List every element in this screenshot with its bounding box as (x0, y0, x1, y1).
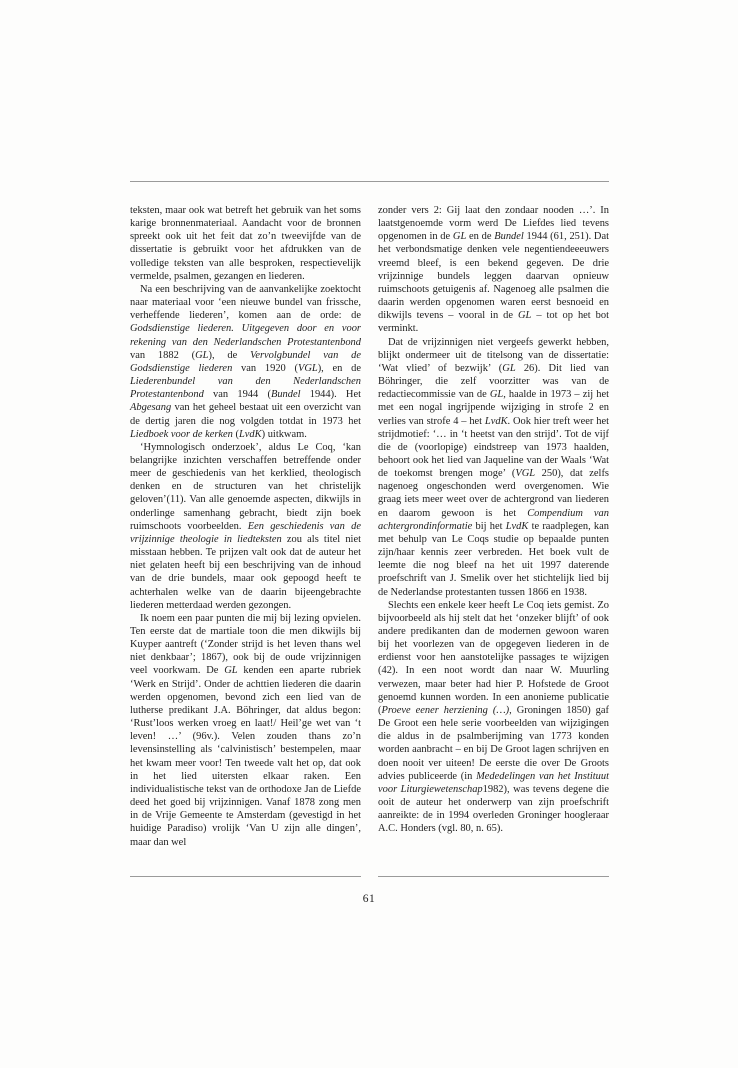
header-rule (130, 181, 609, 182)
page-number: 61 (362, 893, 376, 905)
footer-rule-right (378, 876, 609, 877)
text: , Groningen 1850) gaf De Groot een hele serie voorbeelden van wijzigingen die aldus in de psalmberijming van 1773 konden worden aanbracht – en bij De Groot lagen schrijven en doen nooit ver uiteen! De eerste die over De Groots advies publiceerde (in (378, 704, 609, 782)
text: 1944 (61, 251). Dat het verbondsmatige denken vele negentiendeeeuwers vreemd bleef, is een bekend gegeven. De drie vrijzinnige bundels leggen daarvan opnieuw ruimschoots getuigenis af. Nagenoeg alle psalmen die daarin werden opgenomen waren eerst besnoeid en dikwijls tevens – vooral in de (378, 231, 609, 322)
italic-text: Bundel (270, 389, 301, 401)
italic-text: LvdK (505, 520, 529, 532)
italic-text: Vervolgbundel van de Godsdienstige liederen (130, 349, 362, 374)
text: Ik noem een paar punten die mij bij lezing opvielen. Ten eerste dat de martiale toon die men dikwijls bij Kuyper aantreft (‘Zonder strijd is het leven thans wel niet denkbaar’; 1867), ook bij de oude vrijzinnigen veel voorkwam. De (130, 612, 361, 677)
italic-text: Godsdienstige liederen. Uitgegeven door en voor rekening van den Nederlandschen Protestantenbond (130, 323, 361, 348)
footer-rule-left (130, 876, 361, 877)
italic-text: GL (489, 389, 504, 401)
italic-text: GL (518, 310, 532, 322)
text: zou als titel niet misstaan hebben. Te prijzen valt ook dat de auteur het niet gelaten heeft bij een beschrijving van de inhoud van de drie bundels, maar ook gepoogd heeft te achterhalen welke van de daarin bijeengebrachte liederen metterdaad werden gezongen. (130, 533, 361, 611)
text: te raadplegen, kan met behulp van Le Coqs studie op bepaalde punten zijn/haar kennis zeer verbreden. Het boek vult de leemte die nog bleef na het uit 1997 daterende proefschrift van J. Smelik over het stichtelijk lied bij de Nederlandse protestanten tussen 1866 en 1938. (378, 520, 609, 598)
text: teksten, maar ook wat betreft het gebruik van het soms karige bronnenmateriaal. Aandacht voor de bronnen spreekt ook uit het feit dat zo’n tweevijfde van de dissertatie is gebruikt voor het afdrukken van de volledige teksten van alle besproken, respectievelijk vermelde, psalmen, gezangen en liederen. (130, 205, 361, 282)
text: 26). Dit lied van Böhringer, die zelf voorzitter was van de redactiecommissie van de (378, 362, 609, 401)
text: Dat de vrijzinnigen niet vergeefs gewerkt hebben, blijkt ondermeer uit de titelsong van de dissertatie: ‘Wat vlied’ of bezwijk’ ( (378, 336, 609, 374)
text: ‘Hymnologisch onderzoek’, aldus Le Coq, ‘kan belangrijke inzichten verschaffen betreffende onder meer de geschiedenis van het kerklied, theologisch denken en de structuren van het christelijk geloven’(11). Van alle genoemde aspecten, dikwijls in onderlinge samenhang gebracht, biedt zijn boek ruimschoots voorbeelden. (130, 441, 361, 532)
italic-text: GL (502, 362, 516, 374)
text: zonder vers 2: Gij laat den zondaar nooden …’. In laatstgenoemde vorm werd De Liefdes lied tevens opgenomen in de (378, 205, 609, 243)
text: en de (466, 231, 495, 243)
text: , haalde in 1973 – zij het met een nogal ingrijpende wijziging in strofe 2 en verlies van strofe 4 – het (378, 389, 610, 427)
text: ) uitkwam. (261, 428, 307, 440)
italic-text: Abgesang (130, 402, 172, 414)
italic-text: Liederenbundel van den Nederlandschen Protestantenbond (130, 376, 361, 401)
text: kenden een aparte rubriek ‘Werk en Strijd’. Onder de achttien liederen die daarin werden opgenomen, bevond zich een lied van de lutherse predikant J.A. Böhringer, dat aldus begon: ‘Rust’loos werken vroeg en laat!/ Heil’ge wet van ‘t leven! …’ (96v.). Velen zouden thans zo’n levensinstelling als ‘calvinistisch’ bestempelen, maar het kwam meer voor! Ten tweede valt het op, dat ook in het lied uitersten elkaar raken. Een individualistische tekst van de orthodoxe Jan de Liefde deed het goed bij vrijzinnigen. Vanaf 1878 zong men in de Vrije Gemeente te Amsterdam (gevestigd in het huidige Paradiso) vrolijk ‘Van U zijn alle dingen’, maar dan wel (130, 665, 361, 848)
text: ), de (208, 349, 251, 361)
italic-text: LvdK (238, 428, 262, 440)
text: van 1920 ( (232, 362, 298, 374)
italic-text: GL (195, 349, 209, 361)
text: 1982), was tevens degene die ooit de auteur het onderwerp van zijn proefschrift aanreikte: de in 1994 overleden Groninger hoogleraar A.C. Honders (vgl. 80, n. 65). (378, 783, 610, 835)
italic-text: Mededelingen van het Instituut voor Liturgiewetenschap (378, 770, 609, 795)
text: 1944). Het (300, 389, 362, 401)
text: van het geheel bestaat uit een overzicht van de dertig jaren die nog volgden totdat in 1973 het (130, 402, 361, 427)
text: ), en de (317, 362, 362, 374)
italic-text: Compendium van achtergrondinformatie (378, 507, 609, 532)
italic-text: GL (452, 231, 467, 243)
right-column (378, 204, 609, 836)
italic-text: VGL (515, 468, 536, 480)
paragraph (130, 283, 361, 441)
paragraph (130, 612, 361, 849)
text: . Ook hier treft weer het strijdmotief: ‘… in ‘t heetst van den strijd’. Tot de vijf die de (voorlopige) eindstreep van 1973 haalden, behoort ook het lied van Jaqueline van der Waals ‘Wat de toekomst brengen moge’ ( (378, 415, 609, 480)
text: ( (232, 428, 239, 440)
paragraph (130, 441, 361, 612)
italic-text: Proeve eener herziening (…) (381, 704, 510, 716)
italic-text: VGL (297, 362, 318, 374)
text: van 1882 ( (130, 349, 196, 361)
paragraph (378, 204, 609, 336)
text: – tot op het bot verminkt. (378, 310, 610, 335)
text: 250), dat zelfs nagenoeg ongeschonden werd overgenomen. Wie graag iets meer weet over de achtergrond van liederen en daarom gewoon is het (378, 468, 609, 519)
text: Na een beschrijving van de aanvankelijke zoektocht naar materiaal voor ‘een nieuwe bundel van frissche, verheffende liederen’, komen aan de orde: de (130, 283, 361, 322)
italic-text: Een geschiedenis van de vrijzinnige theologie in liedteksten (130, 520, 361, 545)
left-column (130, 204, 361, 849)
paragraph (130, 204, 361, 283)
italic-text: Liedboek voor de kerken (130, 428, 233, 440)
italic-text: Bundel (494, 231, 524, 243)
italic-text: LvdK (484, 415, 508, 427)
text: van 1944 ( (203, 389, 271, 401)
text: Slechts een enkele keer heeft Le Coq iets gemist. Zo bijvoorbeeld als hij stelt dat het ‘onzeker blijft’ of ook andere predikanten dan de modernen gewoon waren bij het voorlezen van de opgegeven liederen in de erdienst voor hen aanstotelijke passages te wijzigen (42). In een noot wordt dan naar W. Muurling verwezen, maar beter had hier P. Hofstede de Groot genoemd kunnen worden. In een anonieme publicatie ( (378, 599, 609, 716)
paragraph (378, 336, 609, 599)
text: bij het (472, 520, 506, 532)
italic-text: GL (224, 665, 238, 677)
paragraph (378, 599, 609, 836)
